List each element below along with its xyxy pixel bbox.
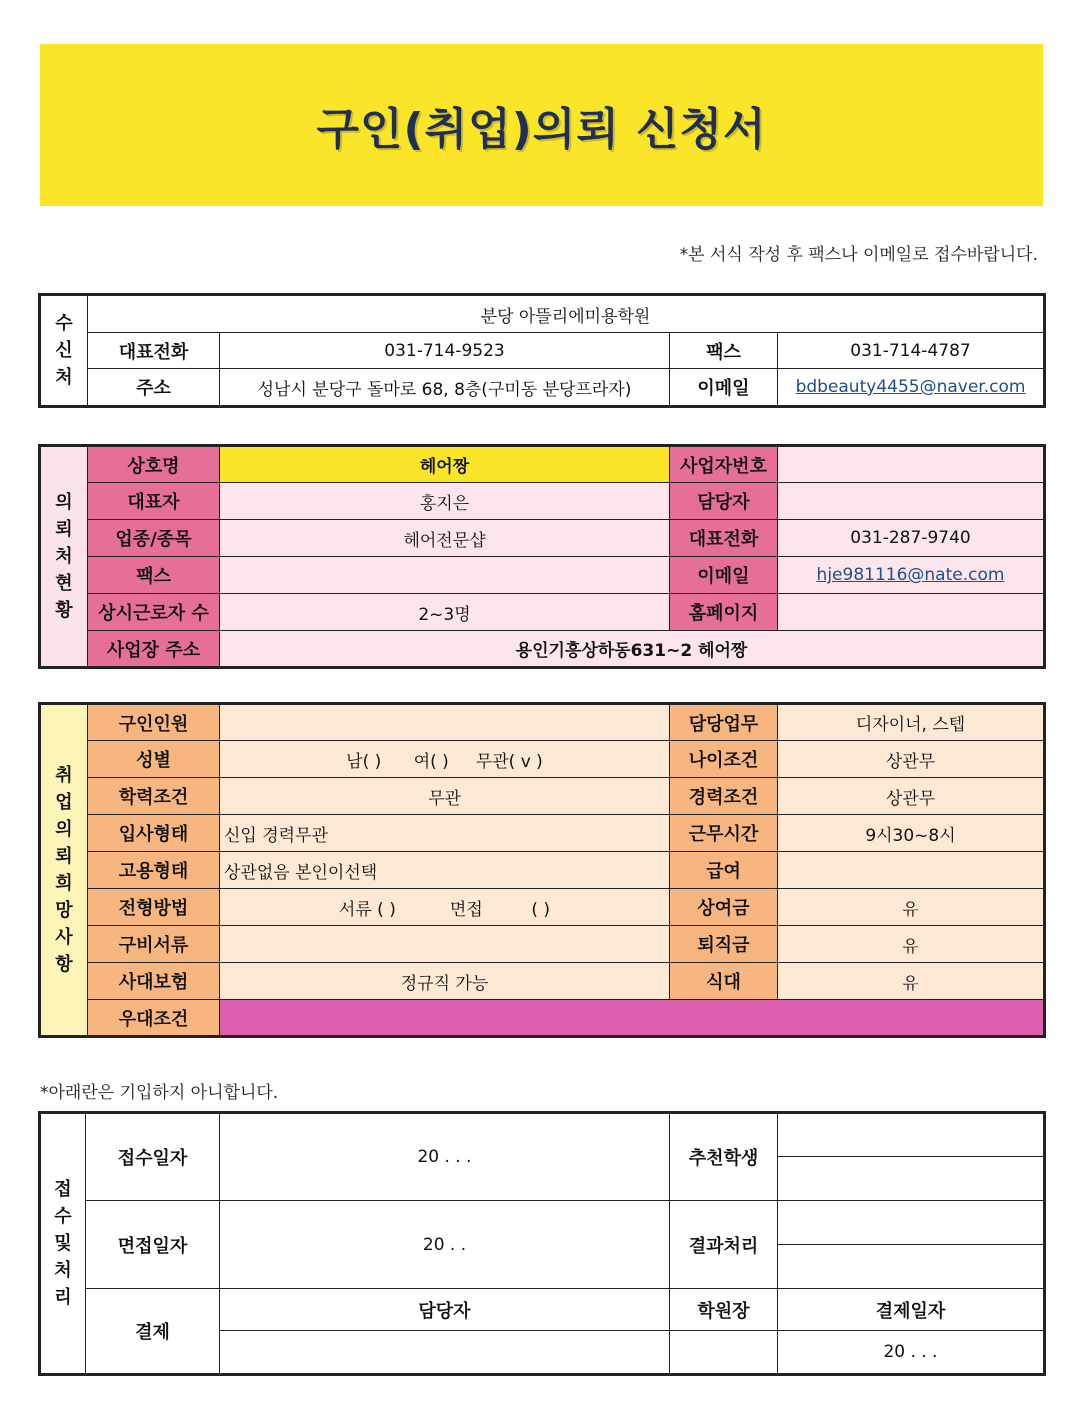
insurance-label: 사대보험 bbox=[88, 963, 220, 1000]
severance-value: 유 bbox=[778, 926, 1045, 963]
receiver-table bbox=[38, 293, 1046, 408]
workers-value: 2~3명 bbox=[220, 594, 670, 631]
gender-female: 여( ) bbox=[413, 751, 449, 772]
interview-label: 면접일자 bbox=[86, 1201, 220, 1289]
approval-date-label: 결제일자 bbox=[778, 1289, 1045, 1331]
company-value: 헤어짱 bbox=[220, 446, 670, 483]
bonus-label: 상여금 bbox=[670, 889, 778, 926]
req-phone-value: 031-287-9740 bbox=[778, 520, 1045, 557]
receipt-date: 20 . . . bbox=[220, 1113, 670, 1201]
req-email-label: 이메일 bbox=[670, 557, 778, 594]
req-address-value: 용인기흥상하동631~2 헤어짱 bbox=[220, 631, 1045, 668]
job-table bbox=[38, 702, 1046, 1038]
homepage-value bbox=[778, 594, 1045, 631]
benefit-label: 우대조건 bbox=[88, 1000, 220, 1037]
industry-value: 헤어전문샵 bbox=[220, 520, 670, 557]
receiver-side-label: 수 신 처 bbox=[40, 295, 88, 407]
severance-label: 퇴직금 bbox=[670, 926, 778, 963]
approval-label: 결제 bbox=[86, 1289, 220, 1375]
headcount-label: 구인인원 bbox=[88, 704, 220, 741]
receiver-fax: 031-714-4787 bbox=[778, 333, 1045, 369]
bizno-value bbox=[778, 446, 1045, 483]
manager-label: 담당자 bbox=[670, 483, 778, 520]
approval-manager-label: 담당자 bbox=[220, 1289, 670, 1331]
docs-value bbox=[220, 926, 670, 963]
employ-label: 고용형태 bbox=[88, 852, 220, 889]
manager-value bbox=[778, 483, 1045, 520]
gender-value bbox=[220, 741, 670, 778]
ceo-label: 대표자 bbox=[88, 483, 220, 520]
receiver-fax-label: 팩스 bbox=[670, 333, 778, 369]
recommend-value-1 bbox=[778, 1113, 1045, 1157]
benefit-value bbox=[220, 1000, 1045, 1037]
req-phone-label: 대표전화 bbox=[670, 520, 778, 557]
entry-value: 신입 경력무관 bbox=[220, 815, 670, 852]
age-value: 상관무 bbox=[778, 741, 1045, 778]
interview-date: 20 . . bbox=[220, 1201, 670, 1289]
requester-table bbox=[38, 444, 1046, 669]
workers-label: 상시근로자 수 bbox=[88, 594, 220, 631]
meal-label: 식대 bbox=[670, 963, 778, 1000]
insurance-value: 정규직 가능 bbox=[220, 963, 670, 1000]
title-banner bbox=[40, 44, 1043, 206]
receipt-label: 접수일자 bbox=[86, 1113, 220, 1201]
hours-label: 근무시간 bbox=[670, 815, 778, 852]
result-value-1 bbox=[778, 1201, 1045, 1245]
req-fax-value bbox=[220, 557, 670, 594]
req-email-cell bbox=[778, 557, 1045, 594]
recommend-value-2 bbox=[778, 1157, 1045, 1201]
receiver-address-label: 주소 bbox=[88, 369, 220, 407]
edu-label: 학력조건 bbox=[88, 778, 220, 815]
approval-date-value: 20 . . . bbox=[778, 1331, 1045, 1375]
screen-interview: 면접 bbox=[449, 899, 483, 920]
company-label: 상호명 bbox=[88, 446, 220, 483]
gender-male: 남( ) bbox=[346, 751, 382, 772]
page-title: 구인(취업)의뢰 신청서 bbox=[316, 104, 767, 155]
salary-value bbox=[778, 852, 1045, 889]
age-label: 나이조건 bbox=[670, 741, 778, 778]
career-label: 경력조건 bbox=[670, 778, 778, 815]
salary-label: 급여 bbox=[670, 852, 778, 889]
req-fax-label: 팩스 bbox=[88, 557, 220, 594]
receiver-address: 성남시 분당구 돌마로 68, 8층(구미동 분당프라자) bbox=[220, 369, 670, 407]
receiver-phone-label: 대표전화 bbox=[88, 333, 220, 369]
entry-label: 입사형태 bbox=[88, 815, 220, 852]
process-table bbox=[38, 1111, 1046, 1376]
docs-label: 구비서류 bbox=[88, 926, 220, 963]
approval-director-value bbox=[670, 1331, 778, 1375]
homepage-label: 홈페이지 bbox=[670, 594, 778, 631]
duty-value: 디자이너, 스텝 bbox=[778, 704, 1045, 741]
gender-label: 성별 bbox=[88, 741, 220, 778]
result-value-2 bbox=[778, 1245, 1045, 1289]
top-note: *본 서식 작성 후 팩스나 이메일로 접수바랍니다. bbox=[679, 245, 1038, 265]
receiver-email-label: 이메일 bbox=[670, 369, 778, 407]
industry-label: 업종/종목 bbox=[88, 520, 220, 557]
receiver-name: 분당 아뜰리에미용학원 bbox=[88, 295, 1045, 333]
hours-value: 9시30~8시 bbox=[778, 815, 1045, 852]
recommend-label: 추천학생 bbox=[670, 1113, 778, 1201]
duty-label: 담당업무 bbox=[670, 704, 778, 741]
approval-manager-value bbox=[220, 1331, 670, 1375]
req-address-label: 사업장 주소 bbox=[88, 631, 220, 668]
headcount-value bbox=[220, 704, 670, 741]
process-side-label: 접 수 및 처 리 bbox=[40, 1113, 86, 1375]
employ-value: 상관없음 본인이선택 bbox=[220, 852, 670, 889]
job-side-label: 취 업 의 뢰 희 망 사 항 bbox=[40, 704, 88, 1037]
screen-doc: 서류 ( ) bbox=[338, 899, 396, 920]
gender-any: 무관( v ) bbox=[475, 751, 543, 772]
edu-value: 무관 bbox=[220, 778, 670, 815]
bottom-note: *아래란은 기입하지 아니합니다. bbox=[40, 1083, 279, 1103]
career-value: 상관무 bbox=[778, 778, 1045, 815]
receiver-phone: 031-714-9523 bbox=[220, 333, 670, 369]
bonus-value: 유 bbox=[778, 889, 1045, 926]
req-email-link[interactable]: hje981116@nate.com bbox=[816, 565, 1005, 585]
screen-value bbox=[220, 889, 670, 926]
result-label: 결과처리 bbox=[670, 1201, 778, 1289]
receiver-email-cell bbox=[778, 369, 1045, 407]
screen-label: 전형방법 bbox=[88, 889, 220, 926]
bizno-label: 사업자번호 bbox=[670, 446, 778, 483]
approval-director-label: 학원장 bbox=[670, 1289, 778, 1331]
meal-value: 유 bbox=[778, 963, 1045, 1000]
requester-side-label: 의 뢰 처 현 황 bbox=[40, 446, 88, 668]
screen-interview-box: ( ) bbox=[531, 899, 551, 920]
ceo-value: 홍지은 bbox=[220, 483, 670, 520]
receiver-email-link[interactable]: bdbeauty4455@naver.com bbox=[795, 377, 1026, 397]
